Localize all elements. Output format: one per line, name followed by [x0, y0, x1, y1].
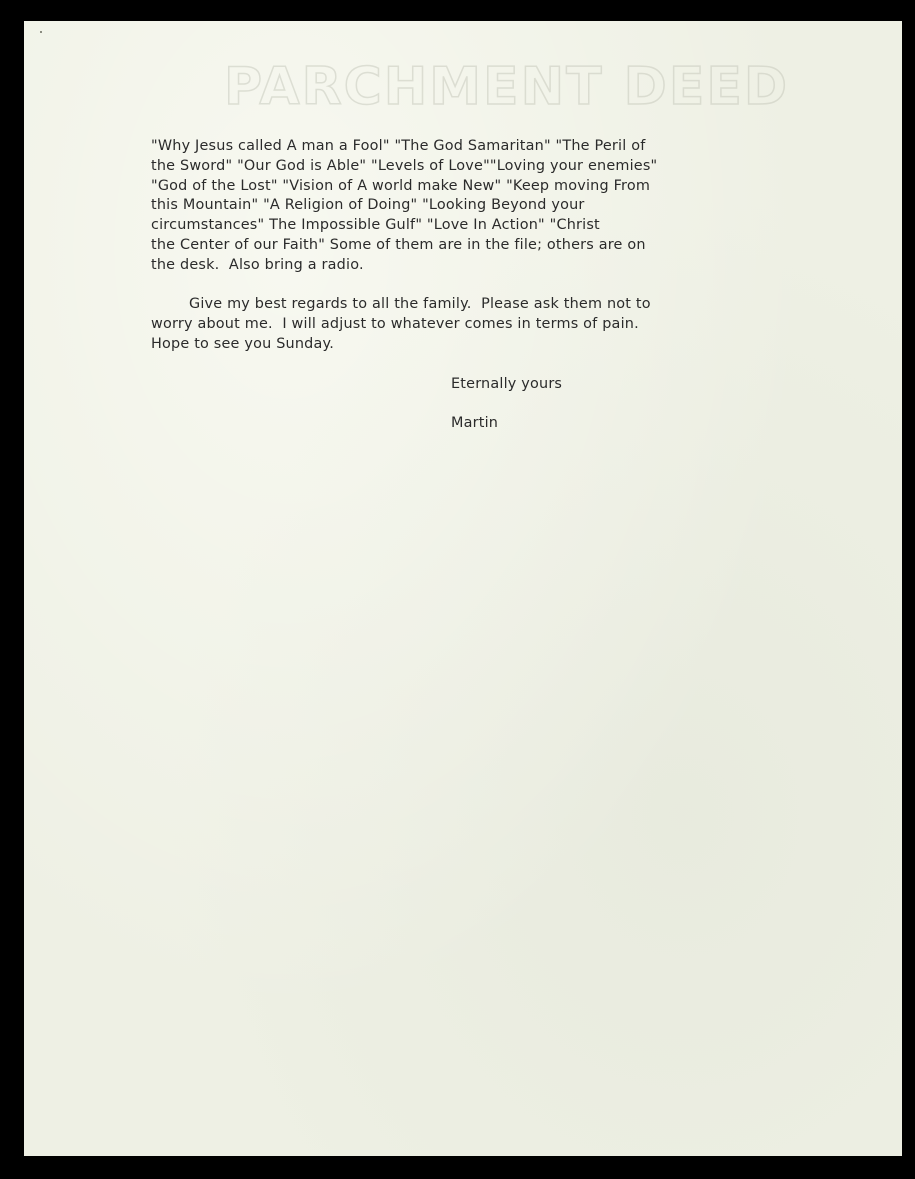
paragraph-line: the Sword" "Our God is Able" "Levels of Love""Loving your enemies": [151, 157, 658, 174]
letter-page: [24, 21, 902, 1156]
paper-watermark: PARCHMENT DEED: [224, 57, 790, 117]
letter-signature: Martin: [451, 415, 499, 432]
sermon-titles-paragraph: [151, 137, 751, 276]
paragraph-line: worry about me. I will adjust to whatever comes in terms of pain.: [151, 316, 639, 333]
paragraph-line: "Why Jesus called A man a Fool" "The God Samaritan" "The Peril of: [151, 138, 646, 154]
paragraph-line: this Mountain" "A Religion of Doing" "Looking Beyond your: [151, 197, 585, 214]
paragraph-line: the Center of our Faith" Some of them are in the file; others are on: [151, 236, 646, 253]
letter-closing: Eternally yours: [451, 375, 563, 392]
regards-paragraph: [151, 295, 751, 354]
paragraph-line: Hope to see you Sunday.: [151, 335, 334, 352]
paragraph-line: Give my best regards to all the family. Please ask them not to: [189, 296, 651, 313]
letter-body: [151, 137, 751, 434]
paragraph-line: circumstances" The Impossible Gulf" "Love In Action" "Christ: [151, 217, 600, 234]
paper-speck: [40, 31, 42, 33]
paragraph-line: "God of the Lost" "Vision of A world make New" "Keep moving From: [151, 177, 651, 194]
paragraph-line: the desk. Also bring a radio.: [151, 256, 364, 273]
